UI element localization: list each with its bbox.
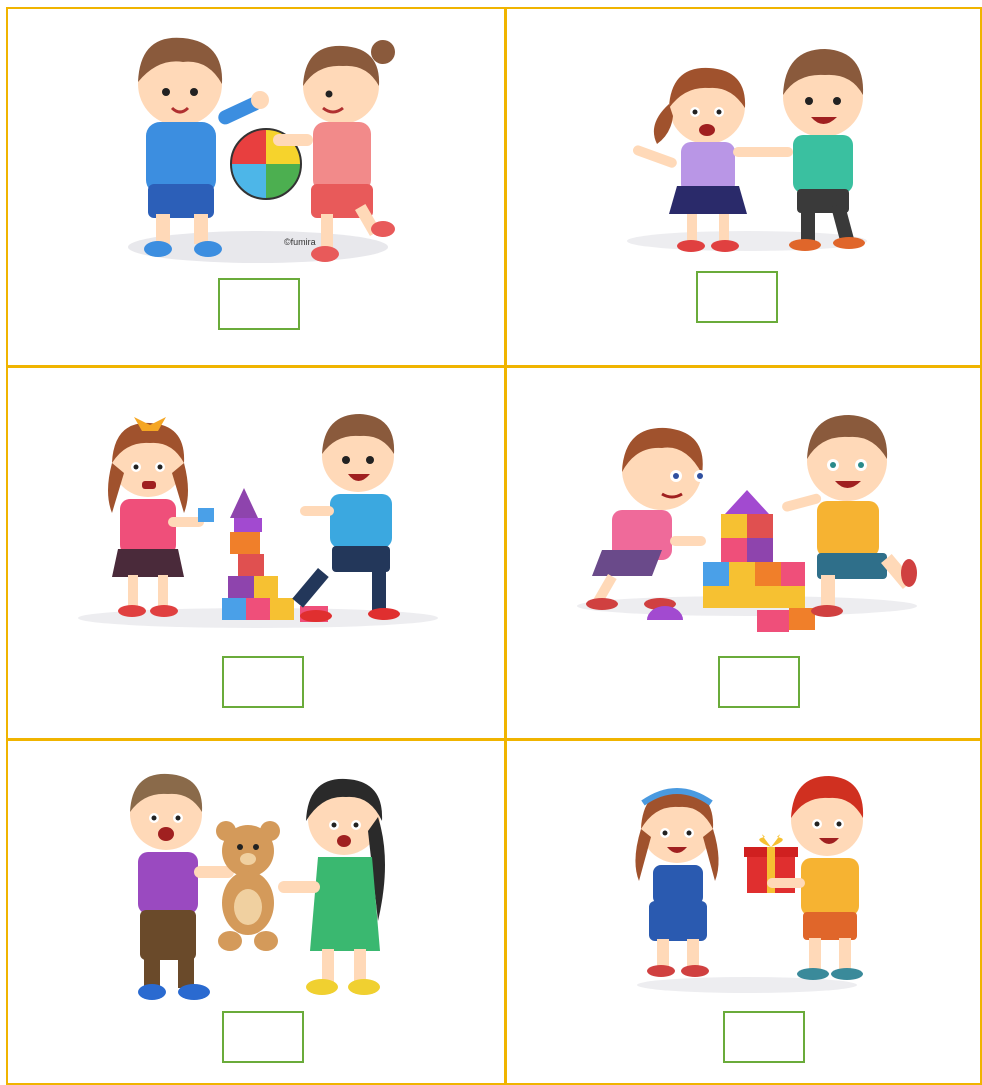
answer-box[interactable]: [718, 656, 800, 708]
answer-box[interactable]: [222, 656, 304, 708]
picture-cell-hair-pulling: [505, 7, 982, 367]
girl-figure: [278, 779, 385, 995]
answer-box[interactable]: [218, 278, 300, 330]
picture-cell-building-blocks: [505, 366, 982, 740]
boy-figure: [130, 774, 234, 1000]
boy-figure: [733, 49, 865, 251]
watermark-text: ©fumira: [284, 237, 316, 247]
picture-cell-playing-ball: [6, 7, 506, 367]
picture-cell-giving-gift: [505, 739, 982, 1085]
picture-cell-kicking-blocks: [6, 366, 506, 740]
picture-cell-teddy-fight: [6, 739, 506, 1085]
girl-figure: [586, 428, 706, 610]
answer-box[interactable]: [723, 1011, 805, 1063]
boy-figure: [767, 776, 863, 980]
answer-box[interactable]: [696, 271, 778, 323]
girl-figure: [108, 417, 204, 617]
teddy-bear: [216, 821, 280, 951]
girl-figure: [635, 789, 718, 977]
boy-figure: [292, 414, 400, 622]
answer-box[interactable]: [222, 1011, 304, 1063]
girl-figure: [632, 68, 747, 252]
